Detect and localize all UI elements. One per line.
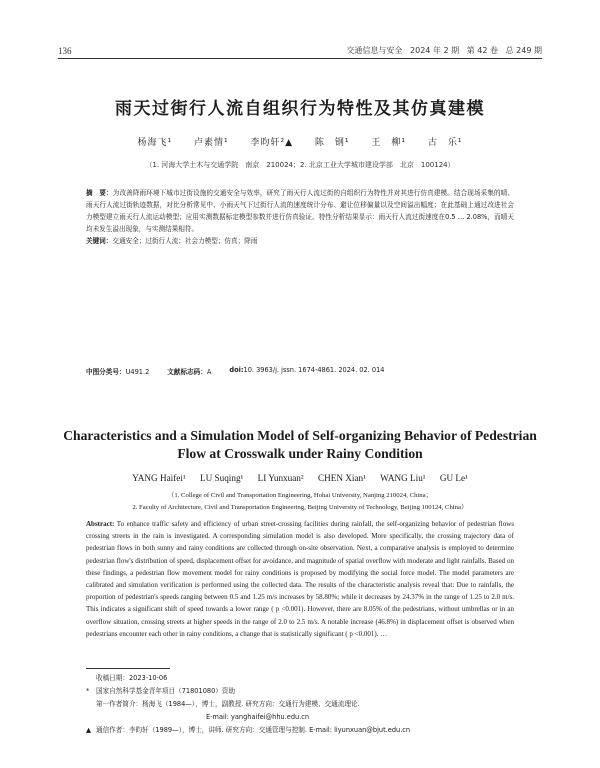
clc-label: 中图分类号： [86, 368, 126, 376]
document-code [167, 366, 211, 376]
classification-row [86, 366, 514, 376]
cn-abstract-text: 为改善降雨环境下城市过街设施的交通安全与效率，研究了雨天行人流过街的自组织行为特性并对其进行仿真建模。结合现场采集的晴、雨天行人流过街轨迹数据，对比分析常见中、小雨天气下过街行人流的速度统计分布、避让位移偏量以及空间溢出幅度；在此基础上通过改进社会力模型建立雨天行人流运动模型；应用实测数据标定模型参数并进行仿真验证。特性分析结果显示：雨天行人流过街速度在0.5 … 2.08%，而晴天均未发生溢出现象，与实测结果相符。 [86, 189, 515, 233]
doi [229, 366, 384, 376]
volume-info: 第 42 卷 [466, 46, 498, 55]
cn-keywords: 交通安全；过街行人流；社会力模型；仿真；降雨 [112, 236, 258, 245]
doi-value: 10. 3963/j. jssn. 1674-4861. 2024. 02. 014 [243, 366, 385, 374]
doc-code-label: 文献标志码： [167, 368, 207, 376]
en-author: LU Suqing¹ [199, 473, 244, 483]
en-affiliation-2: 2. Faculty of Architecture, Civil and Transportation Engineering, Beijing University of Technology, Beijing 100124, China） [132, 504, 468, 511]
page-number: 136 [58, 46, 72, 56]
first-author-note: 第一作者简介：杨海飞（1984—），博士，副教授. 研究方向：交通行为建模、交通流理论. [96, 700, 360, 708]
en-author: YANG Haifei¹ [132, 473, 186, 483]
en-author: LI Yunxuan² [257, 473, 304, 483]
cn-abstract-label: 摘 要： [86, 189, 113, 197]
cn-keywords-line [86, 236, 514, 248]
en-abstract [86, 518, 514, 640]
cn-author: 王 柳¹ [371, 138, 406, 148]
cn-title: 雨天过街行人流自组织行为特性及其仿真建模 [115, 99, 485, 119]
en-author: CHEN Xian¹ [317, 473, 366, 483]
cn-author: 古 乐¹ [427, 138, 463, 148]
footnote-rule [86, 668, 170, 669]
issue-info: 2024 年 2 期 [410, 46, 460, 55]
journal-name: 交通信息与安全 [346, 46, 403, 55]
doi-label: doi: [229, 366, 244, 374]
header-rule [58, 58, 542, 59]
received-date: 收稿日期：2023-10-06 [96, 674, 168, 682]
cn-abstract [86, 188, 514, 248]
cn-authors [40, 135, 560, 148]
journal-info [346, 45, 542, 56]
cn-author: 卢素情¹ [194, 138, 229, 148]
running-header [58, 40, 542, 56]
cn-author: 李昀轩²▲ [250, 138, 294, 148]
corresponding-marker: ▲ [86, 726, 92, 734]
en-abstract-label: Abstract: [86, 520, 115, 528]
cn-author: 陈 钢¹ [314, 138, 350, 148]
doc-code-value: A [206, 368, 212, 376]
cn-author: 杨海飞¹ [137, 138, 173, 148]
en-title: Characteristics and a Simulation Model of Self-organizing Behavior of Pedestrian Flow at Crosswalk under Rainy Condition [63, 428, 537, 461]
fund-marker: * [86, 687, 90, 695]
en-affiliation [30, 490, 570, 514]
en-authors [40, 473, 560, 483]
cn-keywords-label: 关键词： [86, 236, 113, 245]
fund-note: * 国家自然科学基金青年项目（71801080）资助 [86, 685, 514, 698]
first-author-email: E-mail: yanghaifei@hhu.edu.cn [206, 713, 310, 721]
clc-code [86, 366, 149, 376]
en-affiliation-1: （1. College of Civil and Transportation Engineering, Hohai University, Nanjing 210024, China； [167, 492, 433, 499]
en-abstract-text: To enhance traffic safety and efficiency of urban street-crossing facilities during rainfall, the self-organizing behavior of pedestrian flows crossing streets in the rain is investigated. A corresponding simulation model is also developed. More specifically, the crossing trajectory data of pedestrian flows in both sunny and rainy conditions are collected through on-site observation. Next, a comparative analysis is employed to determine pedestrian flow's distribution of speed, displacement offset for avoidance, and magnitude of spatial overflow with moderate and light rainfalls. Based on these findings, a pedestrian flow movement model for rainy conditions is proposed by modifying the social force model. The model parameters are calibrated and simulation verification is performed using the collected data. The results of the characteristic analysis reveal that: Due to rainfalls, the proportion of pedestrian's speeds ranging between 0.5 and 1.25 m/s increases by 58.80%; while it decreases by 24.37% in the range of 1.25 to 2.0 m/s. This indicates a significant shift of speed towards a lower range ( p <0.001). However, there are 8.05% of the pedestrians, without umbrellas or in an overflow situation, crossing streets at higher speeds in the range of 2.0 to 2.5 m/s. A notable increase (46.8%) in displacement offset is observed when pedestrians encounter each other in rainy conditions, a change that is statistically significant ( p <0.001). … [86, 520, 514, 638]
corresponding-author-note: ▲ 通信作者：李昀轩（1989—），博士，讲师. 研究方向：交通管理与控制. E-mail: liyunxuan@bjut.edu.cn [86, 724, 514, 737]
en-author: GU Le¹ [439, 473, 468, 483]
footnotes [86, 672, 514, 737]
total-issue-info: 总 249 期 [505, 46, 542, 55]
clc-value: U491.2 [125, 368, 150, 376]
cn-affiliation: （1. 河海大学土木与交通学院 南京 210024；2. 北京工业大学城市建设学部 北京 100124） [145, 161, 455, 169]
en-author: WANG Liu¹ [380, 473, 426, 483]
